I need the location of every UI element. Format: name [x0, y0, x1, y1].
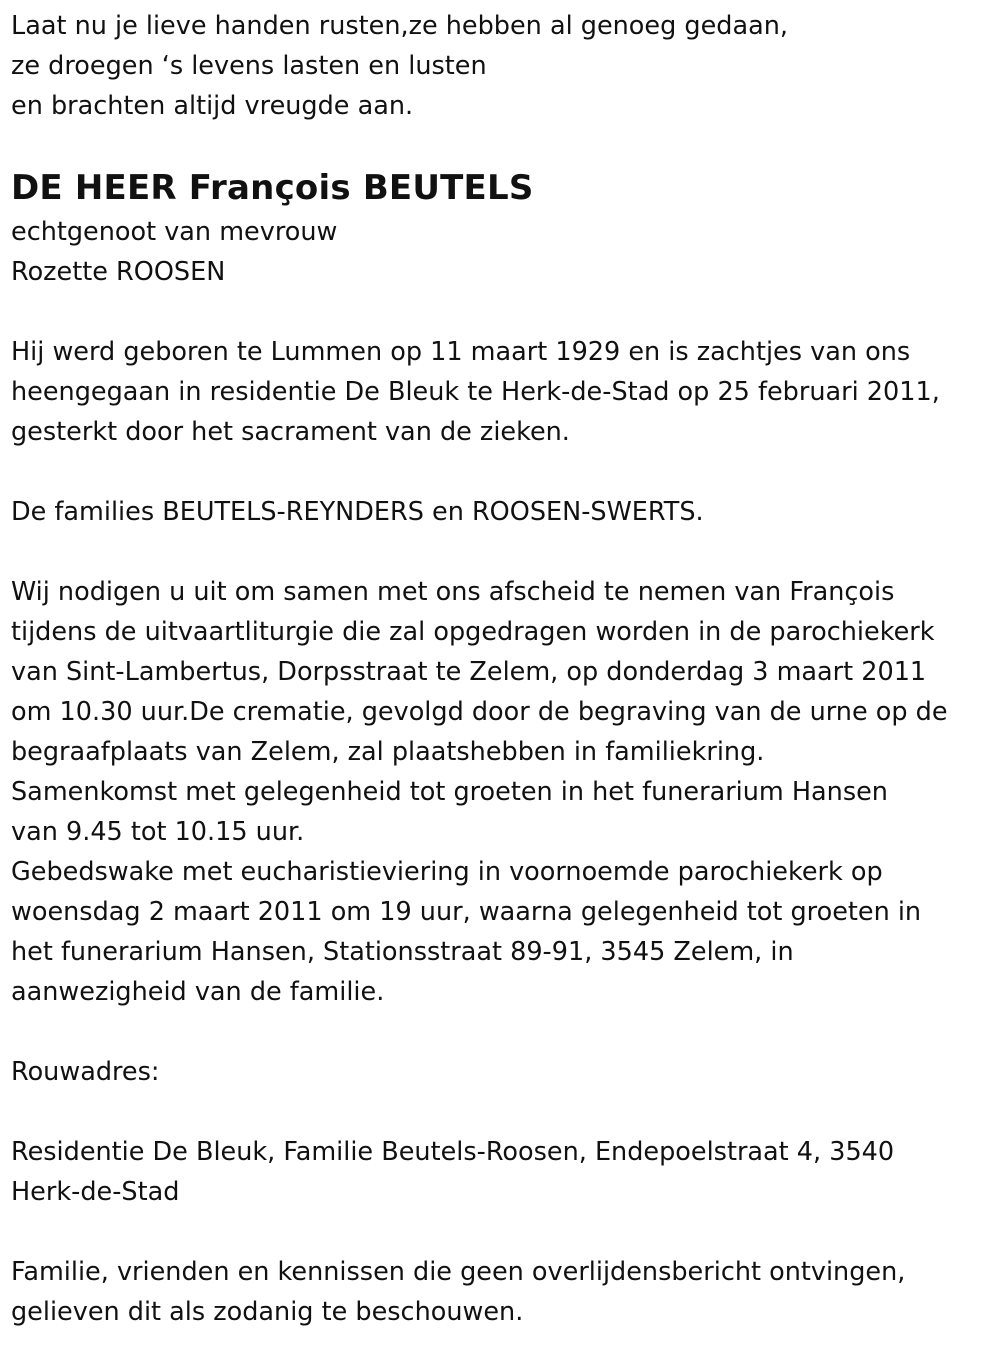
spouse-line: echtgenoot van mevrouw: [11, 217, 338, 247]
paragraph-line: begraafplaats van Zelem, zal plaatshebben in familiekring.: [11, 737, 765, 767]
poem-line: ze droegen ‘s levens lasten en lusten: [11, 51, 487, 81]
paragraph-line: het funerarium Hansen, Stationsstraat 89-91, 3545 Zelem, in: [11, 937, 794, 967]
invitation-paragraph: [11, 572, 991, 1012]
obituary-document: [11, 6, 991, 1332]
closing-paragraph: [11, 1252, 991, 1332]
mourning-address-label: Rouwadres:: [11, 1057, 160, 1087]
address-line: Residentie De Bleuk, Familie Beutels-Roosen, Endepoelstraat 4, 3540: [11, 1137, 895, 1167]
paragraph-line: Gebedswake met eucharistieviering in voornoemde parochiekerk op: [11, 857, 883, 887]
paragraph-line: Samenkomst met gelegenheid tot groeten in het funerarium Hansen: [11, 777, 888, 807]
paragraph-line: heengegaan in residentie De Bleuk te Herk-de-Stad op 25 februari 2011,: [11, 377, 940, 407]
spacer: [11, 1212, 991, 1252]
paragraph-line: om 10.30 uur.De crematie, gevolgd door de begraving van de urne op de: [11, 697, 948, 727]
paragraph-line: gelieven dit als zodanig te beschouwen.: [11, 1297, 524, 1327]
spacer: [11, 292, 991, 332]
paragraph-line: Wij nodigen u uit om samen met ons afscheid te nemen van François: [11, 577, 895, 607]
paragraph-line: van 9.45 tot 10.15 uur.: [11, 817, 305, 847]
spacer: [11, 1092, 991, 1132]
paragraph-line: tijdens de uitvaartliturgie die zal opgedragen worden in de parochiekerk: [11, 617, 935, 647]
poem-line: en brachten altijd vreugde aan.: [11, 91, 414, 121]
spouse: [11, 212, 991, 292]
paragraph-line: van Sint-Lambertus, Dorpsstraat te Zelem, op donderdag 3 maart 2011: [11, 657, 927, 687]
spacer: [11, 126, 991, 168]
spacer: [11, 452, 991, 492]
spacer: [11, 532, 991, 572]
paragraph-line: Hij werd geboren te Lummen op 11 maart 1929 en is zachtjes van ons: [11, 337, 911, 367]
paragraph-line: Familie, vrienden en kennissen die geen overlijdensbericht ontvingen,: [11, 1257, 906, 1287]
address-line: Herk-de-Stad: [11, 1177, 180, 1207]
mourning-address: [11, 1132, 991, 1212]
deceased-name: DE HEER François BEUTELS: [11, 168, 534, 208]
paragraph-line: aanwezigheid van de familie.: [11, 977, 385, 1007]
families-line: De families BEUTELS-REYNDERS en ROOSEN-SWERTS.: [11, 497, 704, 527]
birth-death-paragraph: [11, 332, 991, 452]
poem-line: Laat nu je lieve handen rusten,ze hebben al genoeg gedaan,: [11, 11, 788, 41]
paragraph-line: woensdag 2 maart 2011 om 19 uur, waarna gelegenheid tot groeten in: [11, 897, 922, 927]
spacer: [11, 1012, 991, 1052]
paragraph-line: gesterkt door het sacrament van de zieken.: [11, 417, 570, 447]
poem: [11, 6, 991, 126]
spouse-line: Rozette ROOSEN: [11, 257, 226, 287]
